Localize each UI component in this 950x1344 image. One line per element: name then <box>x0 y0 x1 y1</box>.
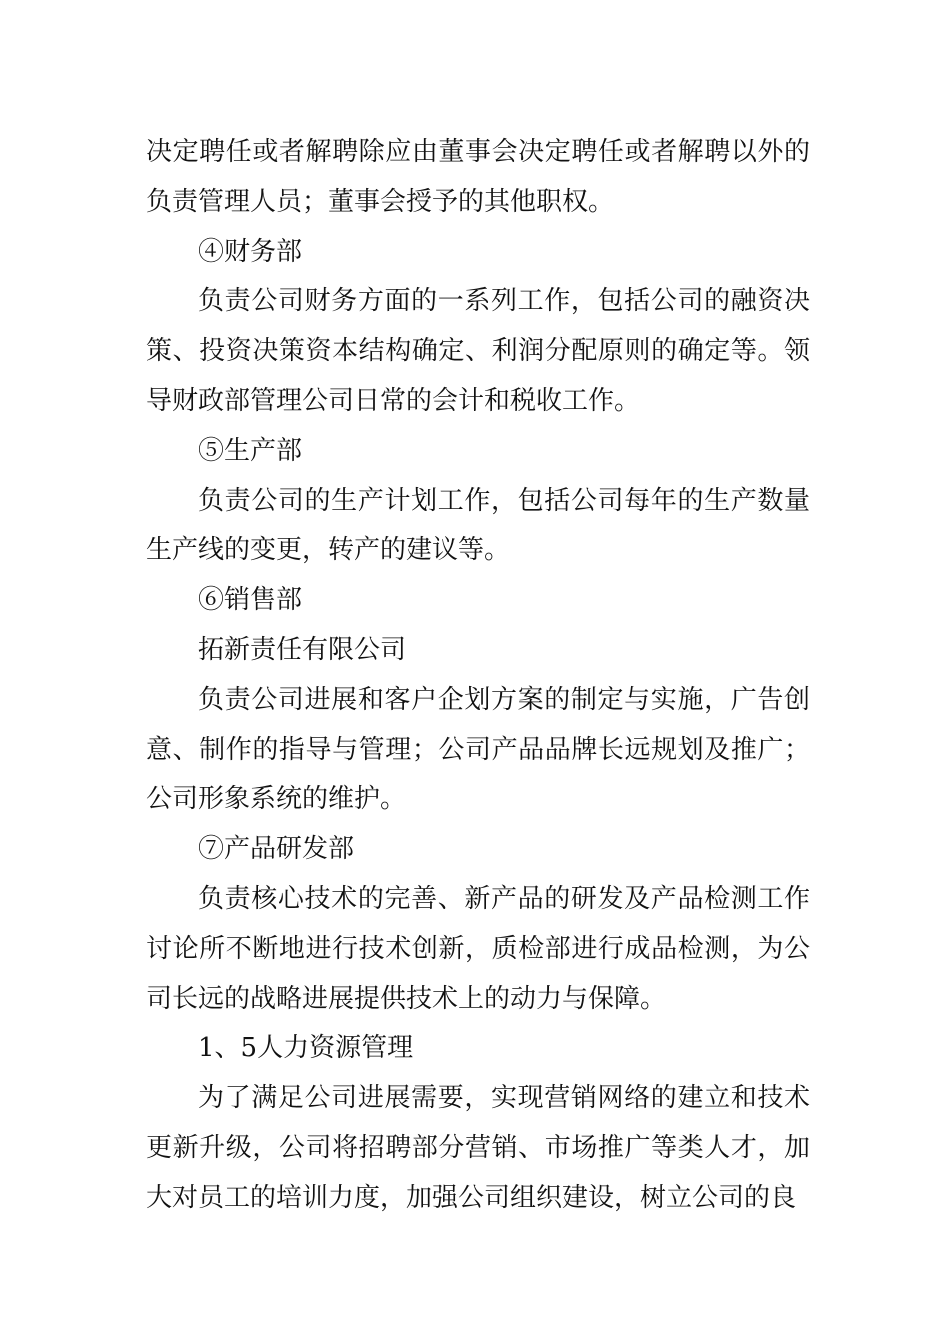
paragraph-continuation: 决定聘任或者解聘除应由董事会决定聘任或者解聘以外的负责管理人员；董事会授予的其他职权。 <box>146 137 810 217</box>
heading-finance-department: ④财务部 <box>198 236 303 267</box>
document-body <box>146 128 810 1224</box>
heading-production-department: ⑤生产部 <box>198 435 303 466</box>
heading-sales-department: ⑥销售部 <box>198 585 303 616</box>
heading-rd-department: ⑦产品研发部 <box>198 834 355 865</box>
paragraph-hr-plan: 为了满足公司进展需要，实现营销网络的建立和技术更新升级，公司将招聘部分营销、市场推广等类人才，加大对员工的培训力度，加强公司组织建设，树立公司的良 <box>146 1083 810 1213</box>
paragraph-company-name: 拓新责任有限公司 <box>198 634 407 665</box>
paragraph-rd-duties: 负责核心技术的完善、新产品的研发及产品检测工作讨论所不断地进行技术创新，质检部进行成品检测，为公司长远的战略进展提供技术上的动力与保障。 <box>146 883 810 1014</box>
paragraph-sales-duties: 负责公司进展和客户企划方案的制定与实施，广告创意、制作的指导与管理；公司产品品牌长远规划及推广；公司形象系统的维护。 <box>146 684 810 815</box>
heading-human-resources: 1、5人力资源管理 <box>198 1033 414 1064</box>
paragraph-production-duties: 负责公司的生产计划工作，包括公司每年的生产数量生产线的变更，转产的建议等。 <box>146 485 810 566</box>
paragraph-finance-duties: 负责公司财务方面的一系列工作，包括公司的融资决策、投资决策资本结构确定、利润分配原则的确定等。领导财政部管理公司日常的会计和税收工作。 <box>146 286 810 416</box>
